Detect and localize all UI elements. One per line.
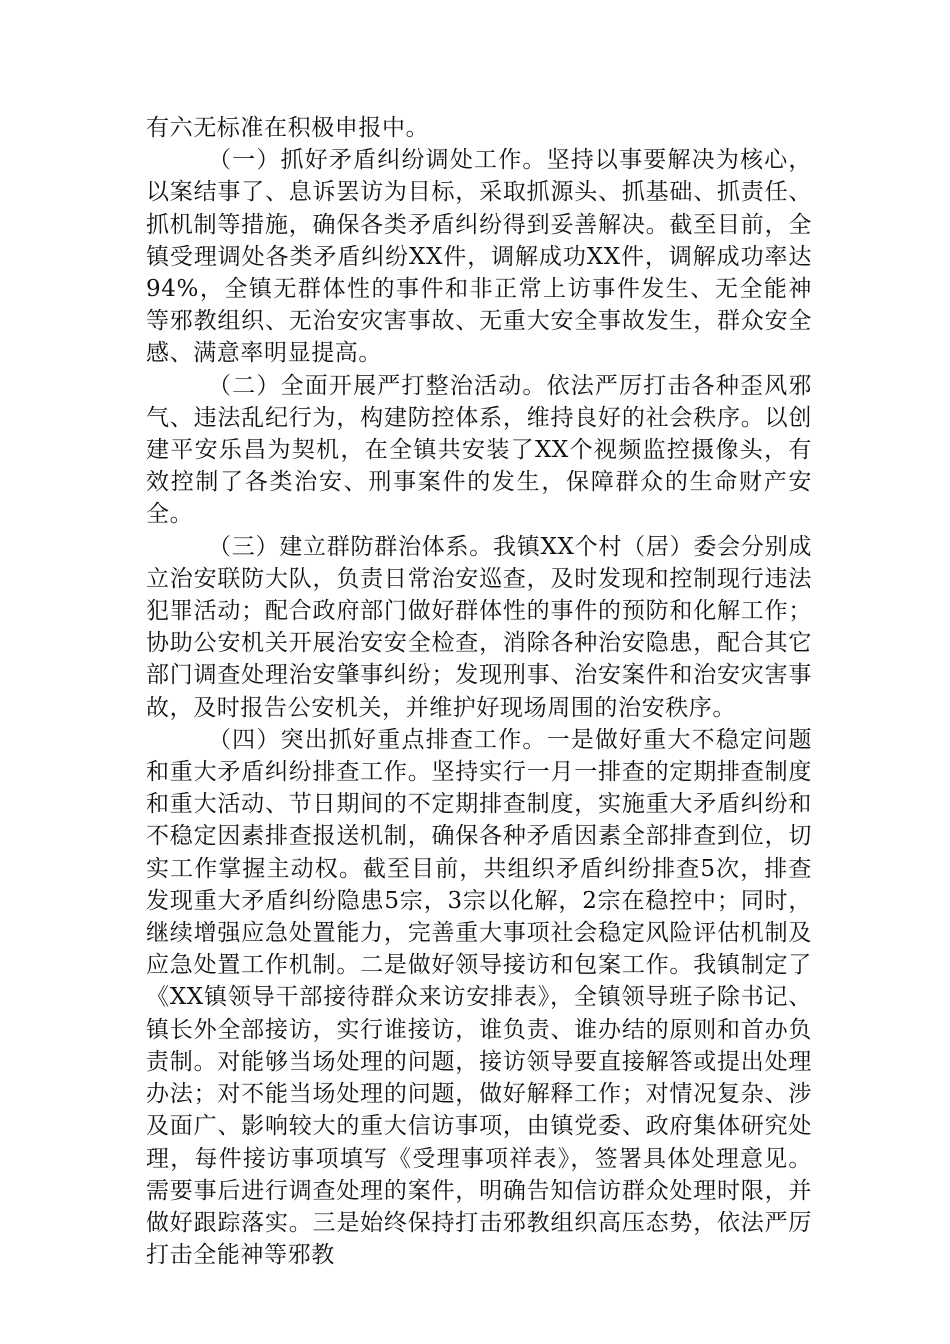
paragraph-crackdown: （二）全面开展严打整治活动。依法严厉打击各种歪风邪气、违法乱纪行为，构建防控体系，维持良好的社会秩序。以创建平安乐昌为契机，在全镇共安装了XX个视频监控摄像头，有效控制了各类治安、刑事案件的发生，保障群众的生命财产安全。	[146, 372, 812, 528]
paragraph-key-investigation: （四）突出抓好重点排查工作。一是做好重大不稳定问题和重大矛盾纠纷排查工作。坚持实行一月一排查的定期排查制度和重大活动、节日期间的不定期排查制度，实施重大矛盾纠纷和不稳定因素排查报送机制，确保各种矛盾因素全部排查到位，切实工作掌握主动权。截至目前，共组织矛盾纠纷排查5次，排查发现重大矛盾纠纷隐患5宗，3宗以化解，2宗在稳控中；同时，继续增强应急处置能力，完善重大事项社会稳定风险评估机制及应急处置工作机制。二是做好领导接访和包案工作。我镇制定了《XX镇领导干部接待群众来访安排表》，全镇领导班子除书记、镇长外全部接访，实行谁接访，谁负责、谁办结的原则和首办负责制。对能够当场处理的问题，接访领导要直接解答或提出处理办法；对不能当场处理的问题，做好解释工作；对情况复杂、涉及面广、影响较大的重大信访事项，由镇党委、政府集体研究处理，每件接访事项填写《受理事项祥表》，签署具体处理意见。需要事后进行调查处理的案件，明确告知信访群众处理时限，并做好跟踪落实。三是始终保持打击邪教组织高压态势，依法严厉打击全能神等邪教	[146, 726, 812, 1269]
document-body	[146, 112, 812, 1271]
paragraph-continuation: 有六无标准在积极申报中。	[146, 115, 430, 141]
paragraph-mass-prevention: （三）建立群防群治体系。我镇XX个村（居）委会分别成立治安联防大队，负责日常治安巡查，及时发现和控制现行违法犯罪活动；配合政府部门做好群体性的事件的预防和化解工作；协助公安机关开展治安安全检查，消除各种治安隐患，配合其它部门调查处理治安肇事纠纷；发现刑事、治安案件和治安灾害事故，及时报告公安机关，并维护好现场周围的治安秩序。	[146, 533, 812, 721]
paragraph-dispute-mediation: （一）抓好矛盾纠纷调处工作。坚持以事要解决为核心，以案结事了、息诉罢访为目标，采取抓源头、抓基础、抓责任、抓机制等措施，确保各类矛盾纠纷得到妥善解决。截至目前，全镇受理调处各类矛盾纠纷XX件，调解成功XX件，调解成功率达94%，全镇无群体性的事件和非正常上访事件发生、无全能神等邪教组织、无治安灾害事故、无重大安全事故发生，群众安全感、满意率明显提高。	[146, 147, 812, 367]
